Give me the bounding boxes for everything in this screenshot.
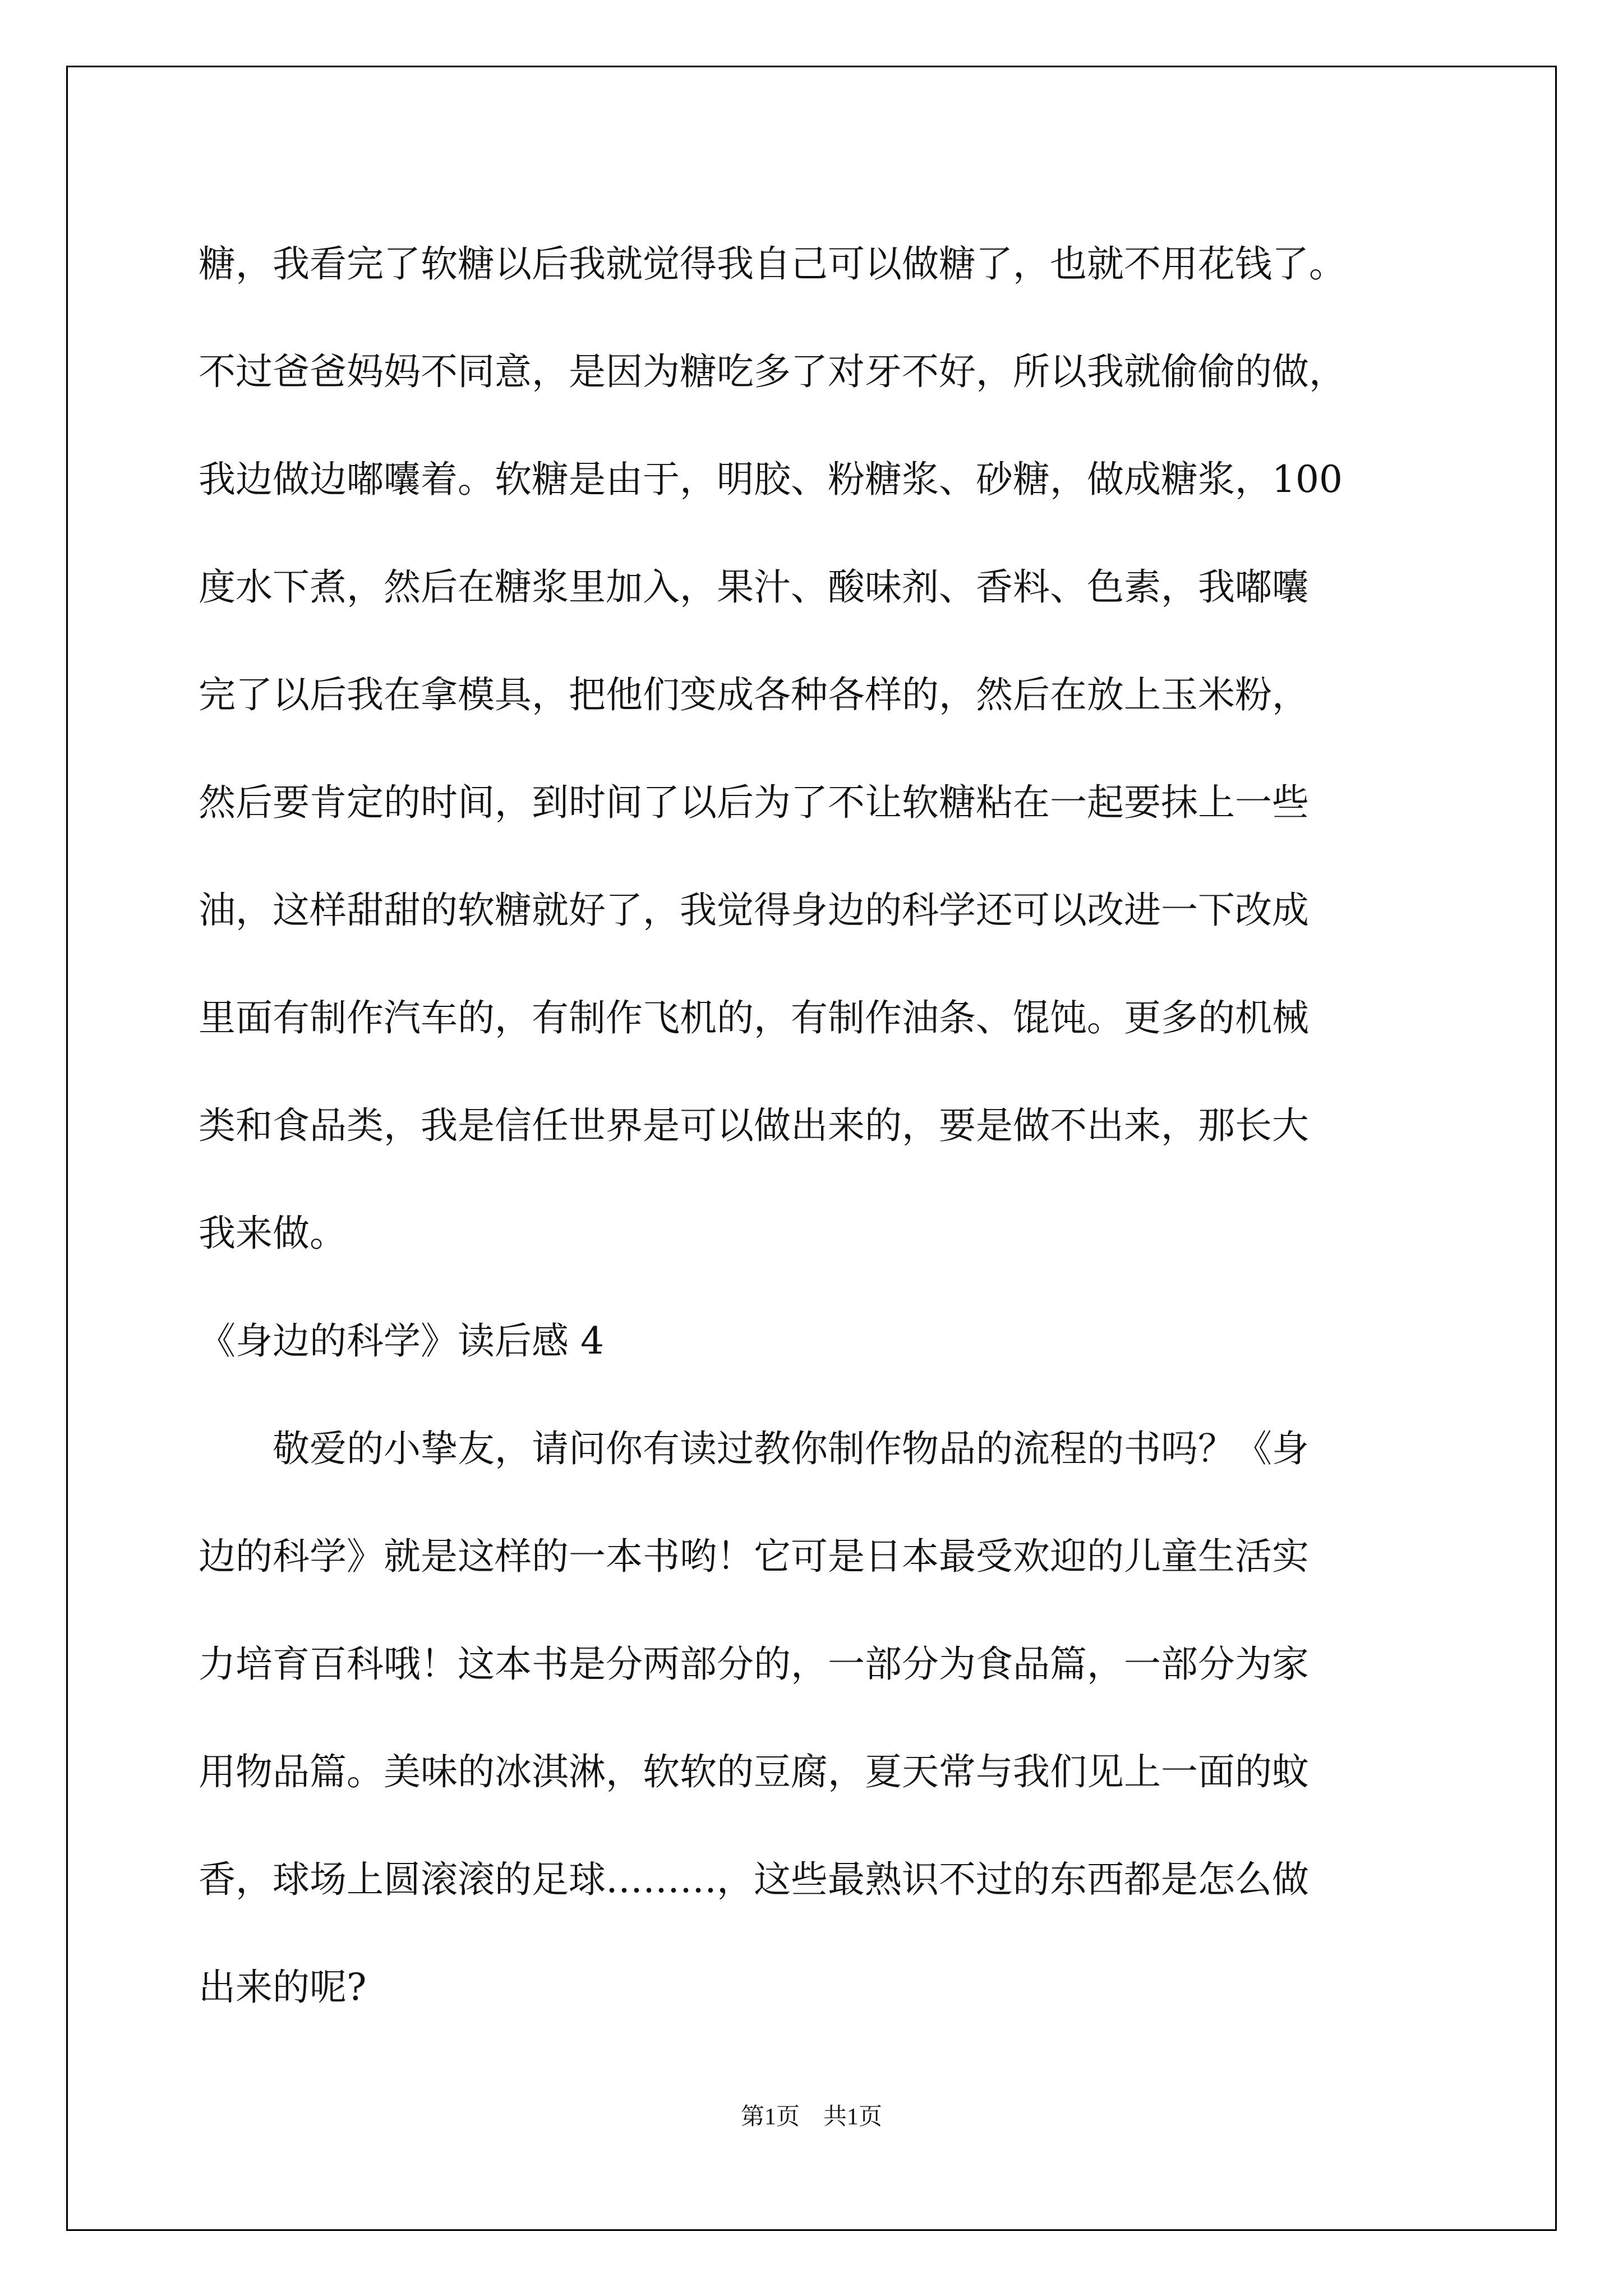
section-title: 《身边的科学》读后感 4	[199, 1319, 604, 1363]
text-line: 度水下煮，然后在糖浆里加入，果汁、酸味剂、香料、色素，我嘟囔	[199, 565, 1309, 609]
document-body	[199, 210, 1432, 2041]
text-line: 油，这样甜甜的软糖就好了，我觉得身边的科学还可以改进一下改成	[199, 889, 1309, 932]
text-line: 不过爸爸妈妈不同意，是因为糖吃多了对牙不好，所以我就偷偷的做，	[199, 350, 1346, 393]
text-line: 我边做边嘟囔着。软糖是由于，明胶、粉糖浆、砂糖，做成糖浆，100	[199, 458, 1343, 501]
text-line: 边的科学》就是这样的一本书哟！它可是日本最受欢迎的儿童生活实	[199, 1535, 1309, 1578]
text-line: 香，球场上圆滚滚的足球………，这些最熟识不过的东西都是怎么做	[199, 1858, 1309, 1901]
text-line: 糖，我看完了软糖以后我就觉得我自己可以做糖了，也就不用花钱了。	[199, 242, 1346, 286]
paragraph-new	[199, 1395, 1432, 2041]
text-line: 力培育百科哦！这本书是分两部分的，一部分为食品篇，一部分为家	[199, 1642, 1309, 1686]
page-footer: 第1页 共1页	[740, 2104, 882, 2130]
text-line: 我来做。	[199, 1212, 347, 1255]
text-line: 敬爱的小挚友，请问你有读过教你制作物品的流程的书吗？《身	[273, 1427, 1309, 1470]
text-line: 里面有制作汽车的，有制作飞机的，有制作油条、馄饨。更多的机械	[199, 996, 1309, 1039]
text-line: 完了以后我在拿模具，把他们变成各种各样的，然后在放上玉米粉，	[199, 673, 1309, 716]
paragraph-continued	[199, 210, 1432, 1287]
text-line: 出来的呢?	[199, 1966, 367, 2009]
text-line: 类和食品类，我是信任世界是可以做出来的，要是做不出来，那长大	[199, 1104, 1309, 1147]
text-line: 然后要肯定的时间，到时间了以后为了不让软糖粘在一起要抹上一些	[199, 781, 1309, 824]
text-line: 用物品篇。美味的冰淇淋，软软的豆腐，夏天常与我们见上一面的蚊	[199, 1750, 1309, 1793]
